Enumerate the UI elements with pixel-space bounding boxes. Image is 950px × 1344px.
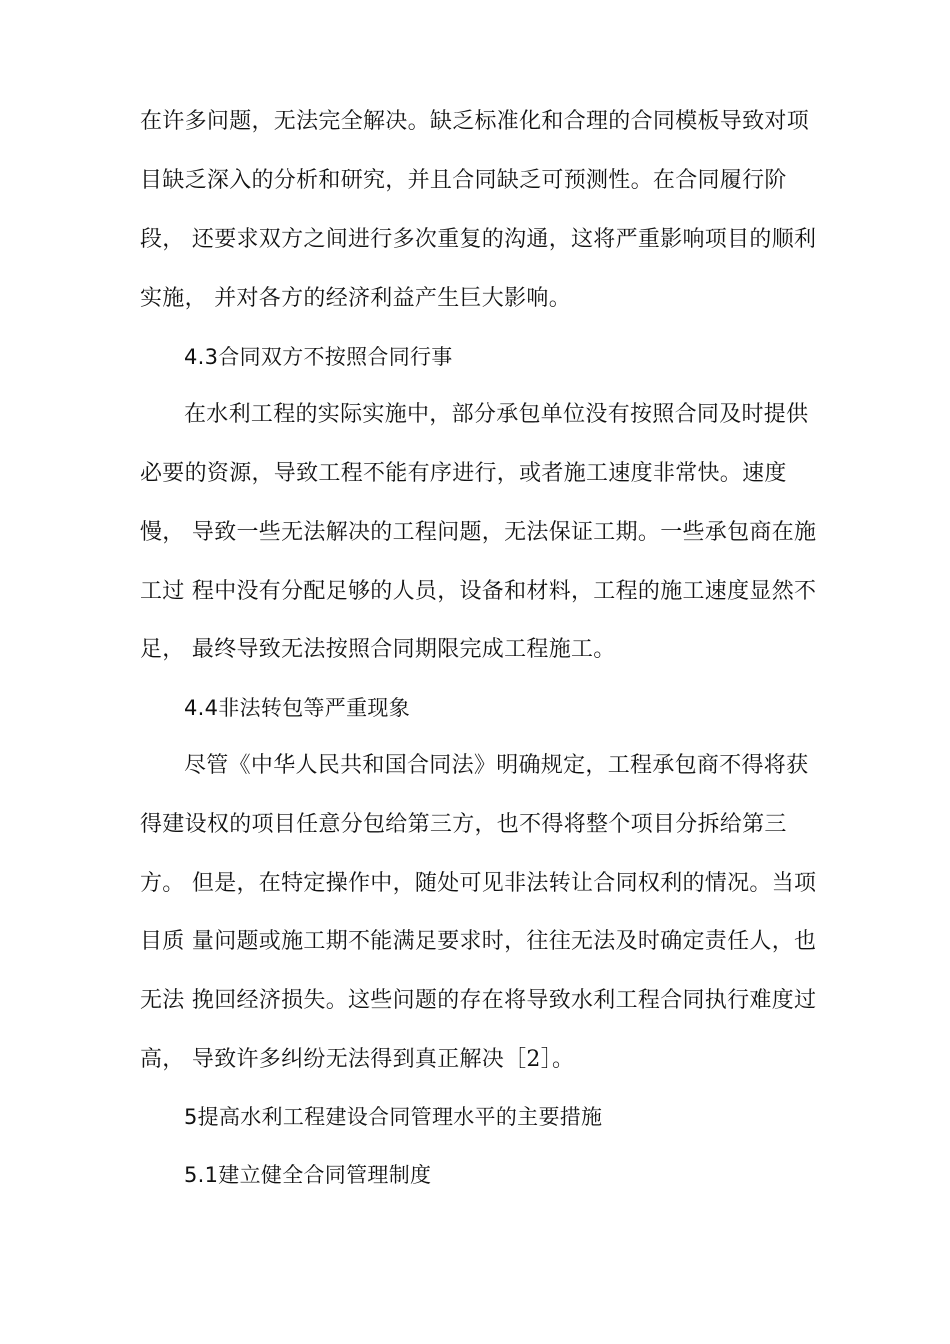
section-heading-5-1: 5.1建立健全合同管理制度	[184, 1163, 432, 1187]
paragraph-line: 工过 程中没有分配足够的人员，设备和材料，工程的施工速度显然不	[140, 579, 817, 604]
paragraph-line: 在水利工程的实际实施中，部分承包单位没有按照合同及时提供	[184, 402, 809, 427]
paragraph-line: 得建设权的项目任意分包给第三方，也不得将整个项目分拆给第三	[140, 812, 787, 837]
paragraph-line: 方。 但是，在特定操作中，随处可见非法转让合同权利的情况。当项	[140, 871, 817, 896]
paragraph-line: 无法 挽回经济损失。这些问题的存在将导致水利工程合同执行难度过	[140, 988, 817, 1013]
paragraph-line: 目质 量问题或施工期不能满足要求时，往往无法及时确定责任人，也	[140, 929, 817, 954]
section-heading-5: 5提高水利工程建设合同管理水平的主要措施	[184, 1105, 603, 1129]
paragraph-line: 必要的资源，导致工程不能有序进行，或者施工速度非常快。速度	[140, 461, 787, 486]
section-heading-4-4: 4.4非法转包等严重现象	[184, 696, 410, 720]
paragraph-line: 慢， 导致一些无法解决的工程问题，无法保证工期。一些承包商在施	[140, 520, 817, 545]
paragraph-line: 尽管《中华人民共和国合同法》明确规定，工程承包商不得将获	[184, 753, 809, 778]
paragraph-line: 足， 最终导致无法按照合同期限完成工程施工。	[140, 637, 616, 662]
paragraph-line: 高， 导致许多纠纷无法得到真正解决［2］。	[140, 1047, 575, 1072]
paragraph-line: 目缺乏深入的分析和研究，并且合同缺乏可预测性。在合同履行阶	[140, 168, 787, 193]
paragraph-line: 在许多问题，无法完全解决。缺乏标准化和合理的合同模板导致对项	[140, 109, 810, 134]
section-heading-4-3: 4.3合同双方不按照合同行事	[184, 345, 453, 369]
paragraph-line: 实施， 并对各方的经济利益产生巨大影响。	[140, 286, 571, 311]
paragraph-line: 段， 还要求双方之间进行多次重复的沟通，这将严重影响项目的顺利	[140, 227, 817, 252]
